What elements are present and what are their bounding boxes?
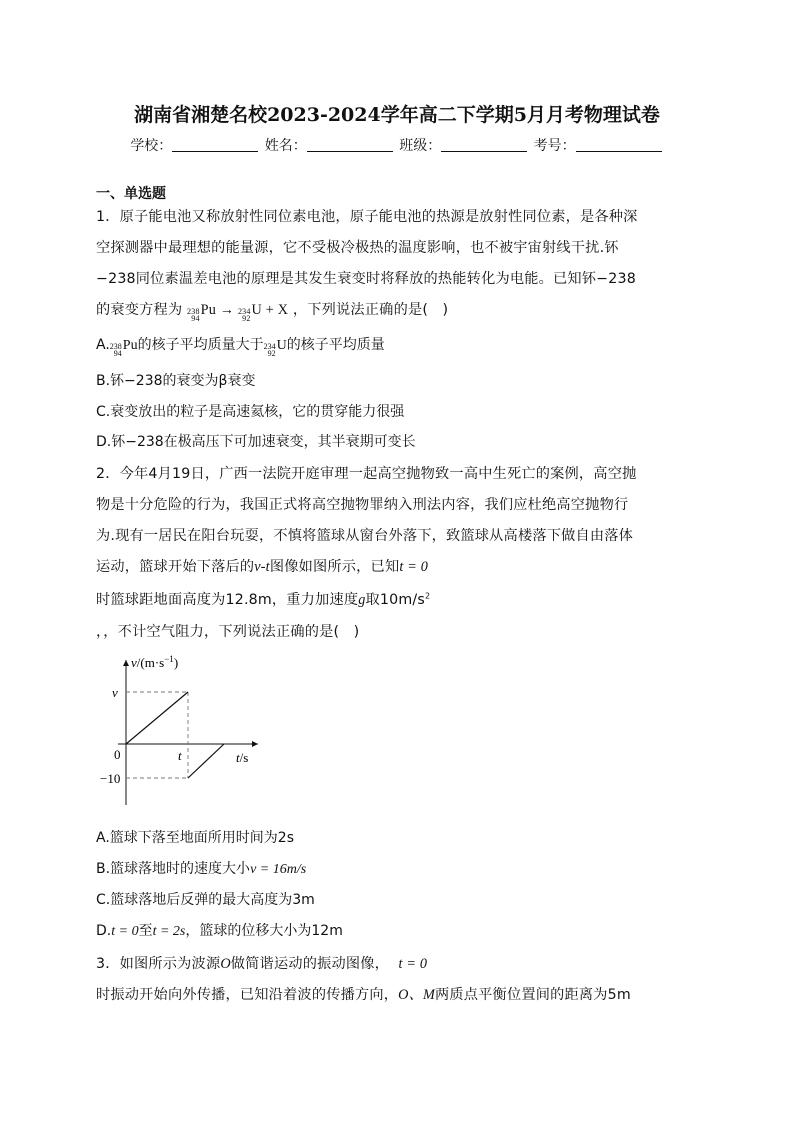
page-title: 湖南省湘楚名校2023-2024学年高二下学期5月月考物理试卷 [134,104,660,126]
q2-line-5: 时篮球距地面高度为12.8m，重力加速度g取$10m/s^2$ [96,591,431,608]
q3-line-1: 3．如图所示为波源O做简谐运动的振动图像， t = 0 [96,956,428,972]
q1-option-b: B.钚−238的衰变为β衰变 [96,373,256,389]
pu-nuclide-numbers: 238 94 [187,307,200,323]
q2-line-2: 物是十分危险的行为，我国正式将高空抛物罪纳入刑法内容，我们应杜绝高空抛物行 [96,497,629,513]
q2-line-6: ，，不计空气阻力，下列说法正确的是( ) [96,624,360,640]
q2-option-a: A.篮球下落至地面所用时间为2s [96,830,294,846]
school-blank [172,137,258,152]
arrow-icon: → [219,302,235,318]
u-nuclide-numbers: 234 92 [237,307,251,323]
q1-line-1: 1．原子能电池又称放射性同位素电池，原子能电池的热源是放射性同位素，是各种深 [96,209,638,225]
q1-eq-suffix: ，下列说法正确的是( ) [292,302,449,318]
q1-line-2: 空探测器中最理想的能量源，它不受极冷极热的温度影响，也不被宇宙射线干扰.钚 [96,240,619,256]
q2-line-3: 为.现有一居民在阳台玩耍，不慎将篮球从窗台外落下，致篮球从高楼落下做自由落体 [96,528,634,544]
y-axis-label: $v/(m\cdot s^{-1})$ [131,654,179,670]
tick-origin: 0 [114,747,121,762]
fall-line [126,692,188,744]
exam-number-label: 考号： [533,138,576,154]
x-axis-label: t/s [236,750,249,765]
info-fields [0,135,794,155]
exam-number-blank [576,137,662,152]
q2-line-1: 2．今年4月19日，广西一法院开庭审理一起高空抛物致一高中生死亡的案例，高空抛 [96,466,637,482]
q2-line-4: 运动，篮球开始下落后的v-t图像如图所示，已知t = 0 [96,559,429,575]
tick-v: v [112,685,118,700]
tick-t: t [178,748,182,763]
class-label: 班级： [399,138,442,154]
q1-option-c: C.衰变放出的粒子是高速氦核，它的贯穿能力很强 [96,404,405,420]
rebound-line [188,744,224,778]
decay-equation: 238 94 Pu → 234 92 U + X [187,302,289,323]
q3-line-2: 时振动开始向外传播，已知沿着波的传播方向，O、M两质点平衡位置间的距离为5m [96,987,631,1003]
tick-neg10: −10 [100,771,121,786]
name-label: 姓名： [264,138,307,154]
class-blank [441,137,527,152]
q2-option-d: D.t = 0至t = 2s，篮球的位移大小为12m [96,923,343,939]
q1-line-4 [96,299,448,322]
q2-option-b: B.篮球落地时的速度大小v = 16m/s [96,861,307,877]
name-blank [307,137,393,152]
q1-option-a: A. 238 94 Pu 的核子平均质量大于 234 92 U 的核子平均质量 [96,337,385,358]
q2-option-c: C.篮球落地后反弹的最大高度为3m [96,892,315,908]
vt-graph [100,650,270,815]
q1-eq-prefix: 的衰变方程为 [96,302,183,318]
section-heading: 一、单选题 [96,186,166,202]
school-label: 学校： [130,138,173,154]
q1-option-d: D.钚−238在极高压下可加速衰变，其半衰期可变长 [96,434,416,450]
q1-line-3: −238同位素温差电池的原理是其发生衰变时将释放的热能转化为电能。已知钚−238 [96,271,636,287]
